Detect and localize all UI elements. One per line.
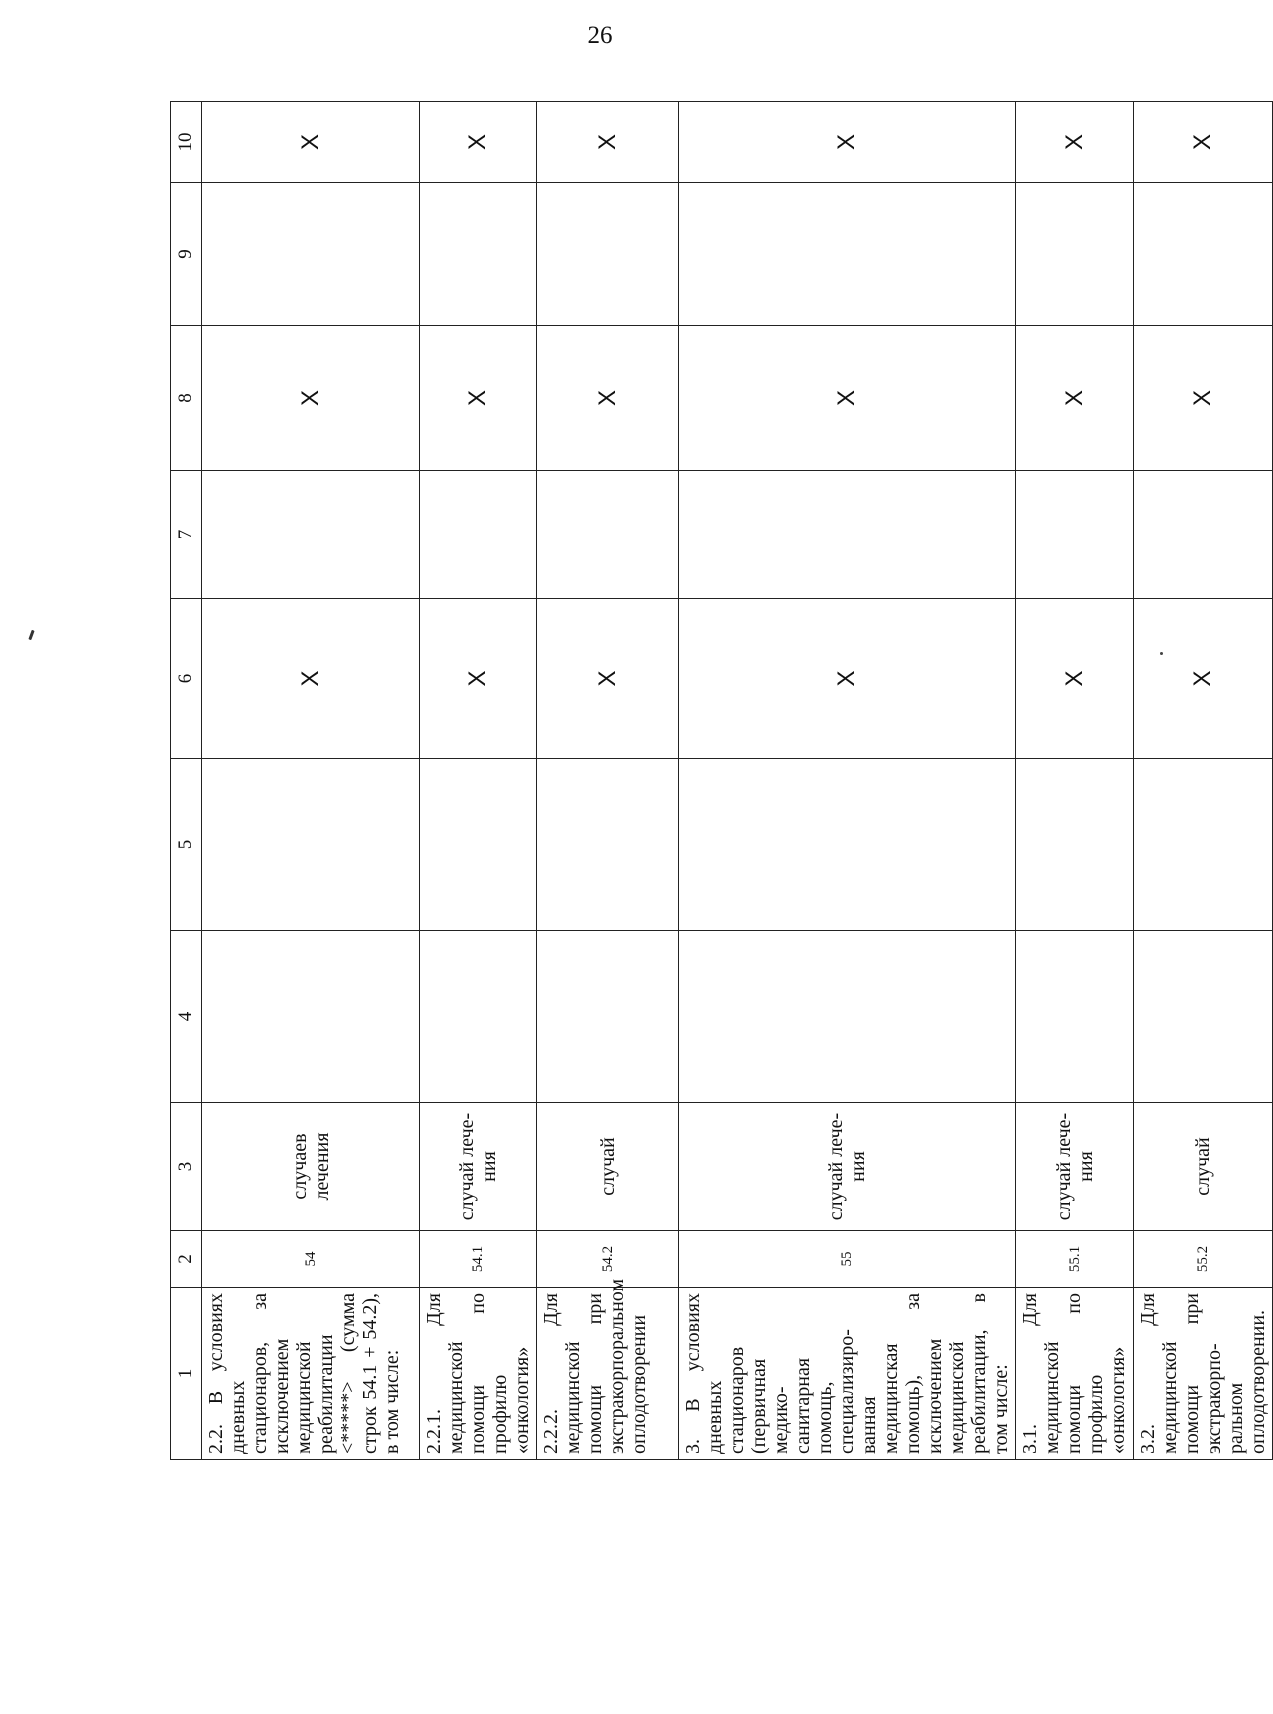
- unit-cell: случай: [1134, 1103, 1273, 1231]
- x-mark-cell: Х: [537, 599, 679, 759]
- row-number: 55.2: [1134, 1231, 1273, 1288]
- x-mark-cell: Х: [1016, 102, 1134, 183]
- col-header: 5: [171, 759, 202, 931]
- row-label: 3. В условиях дневных стационаров (первичная медико-санитарная помощь, специализированная медицинская помощь), за исключением медицинской реабилитации, в том числе:: [679, 1288, 1016, 1460]
- unit-cell: случай лечения: [1016, 1103, 1134, 1231]
- row-number: 55.1: [1016, 1231, 1134, 1288]
- unit-cell: случай: [537, 1103, 679, 1231]
- value-cell: [1016, 183, 1134, 326]
- data-table: [170, 101, 1273, 1460]
- row-number: 54.1: [420, 1231, 537, 1288]
- value-cell: [1134, 183, 1273, 326]
- row-label: 2.2. В условиях дневных стационаров, за исключением медицинской реабилитации <*****> (сумма строк 54.1 + 54.2), в том числе:: [202, 1288, 420, 1460]
- value-cell: [1134, 931, 1273, 1103]
- scan-speck: [28, 630, 34, 640]
- x-mark-cell: Х: [537, 326, 679, 471]
- value-cell: [202, 931, 420, 1103]
- value-cell: [679, 931, 1016, 1103]
- row-number: 54.2: [537, 1231, 679, 1288]
- x-mark-cell: Х: [1016, 599, 1134, 759]
- row-label: 2.2.1. Для медицинской помощи по профилю «онкология»: [420, 1288, 537, 1460]
- value-cell: [202, 183, 420, 326]
- col-header: 6: [171, 599, 202, 759]
- value-cell: [202, 471, 420, 599]
- rotated-table-container: [170, 102, 1269, 1460]
- x-mark-cell: Х: [420, 326, 537, 471]
- value-cell: [679, 183, 1016, 326]
- value-cell: [679, 759, 1016, 931]
- value-cell: [420, 759, 537, 931]
- x-mark-cell: Х: [537, 102, 679, 183]
- unit-cell: случай лечения: [420, 1103, 537, 1231]
- x-mark-cell: Х: [202, 599, 420, 759]
- value-cell: [1016, 471, 1134, 599]
- col-header: 3: [171, 1103, 202, 1231]
- value-cell: [1134, 471, 1273, 599]
- table-row: [537, 102, 679, 1460]
- col-header: 10: [171, 102, 202, 183]
- value-cell: [420, 931, 537, 1103]
- x-mark-cell: Х: [1134, 326, 1273, 471]
- value-cell: [537, 759, 679, 931]
- col-header: 7: [171, 471, 202, 599]
- value-cell: [1016, 931, 1134, 1103]
- table-row: [420, 102, 537, 1460]
- x-mark-cell: Х: [679, 326, 1016, 471]
- col-header: 1: [171, 1288, 202, 1460]
- x-mark-cell: Х: [679, 599, 1016, 759]
- col-header: 9: [171, 183, 202, 326]
- x-mark-cell: Х: [202, 102, 420, 183]
- x-mark-cell: Х: [1016, 326, 1134, 471]
- value-cell: [537, 931, 679, 1103]
- col-header: 4: [171, 931, 202, 1103]
- value-cell: [537, 183, 679, 326]
- value-cell: [537, 471, 679, 599]
- x-mark-cell: Х: [1134, 599, 1273, 759]
- table-row: [679, 102, 1016, 1460]
- page-number: 26: [587, 22, 613, 49]
- header-row: [171, 102, 202, 1460]
- x-mark-cell: Х: [420, 599, 537, 759]
- col-header: 2: [171, 1231, 202, 1288]
- unit-cell: случаев лечения: [202, 1103, 420, 1231]
- row-number: 54: [202, 1231, 420, 1288]
- table-row: [1134, 102, 1273, 1460]
- value-cell: [420, 471, 537, 599]
- value-cell: [420, 183, 537, 326]
- row-label: 3.1. Для медицинской помощи по профилю «онкология»: [1016, 1288, 1134, 1460]
- value-cell: [1016, 759, 1134, 931]
- value-cell: [202, 759, 420, 931]
- x-mark-cell: Х: [202, 326, 420, 471]
- value-cell: [1134, 759, 1273, 931]
- row-number: 55: [679, 1231, 1016, 1288]
- table-row: [1016, 102, 1134, 1460]
- row-label: 2.2.2. Для медицинской помощи при экстракорпоральном оплодотворении: [537, 1288, 679, 1460]
- x-mark-cell: Х: [420, 102, 537, 183]
- table-row: [202, 102, 420, 1460]
- col-header: 8: [171, 326, 202, 471]
- x-mark-cell: Х: [1134, 102, 1273, 183]
- value-cell: [679, 471, 1016, 599]
- x-mark-cell: Х: [679, 102, 1016, 183]
- row-label: 3.2. Для медицинской помощи при экстракорпоральном оплодотворении.: [1134, 1288, 1273, 1460]
- unit-cell: случай лечения: [679, 1103, 1016, 1231]
